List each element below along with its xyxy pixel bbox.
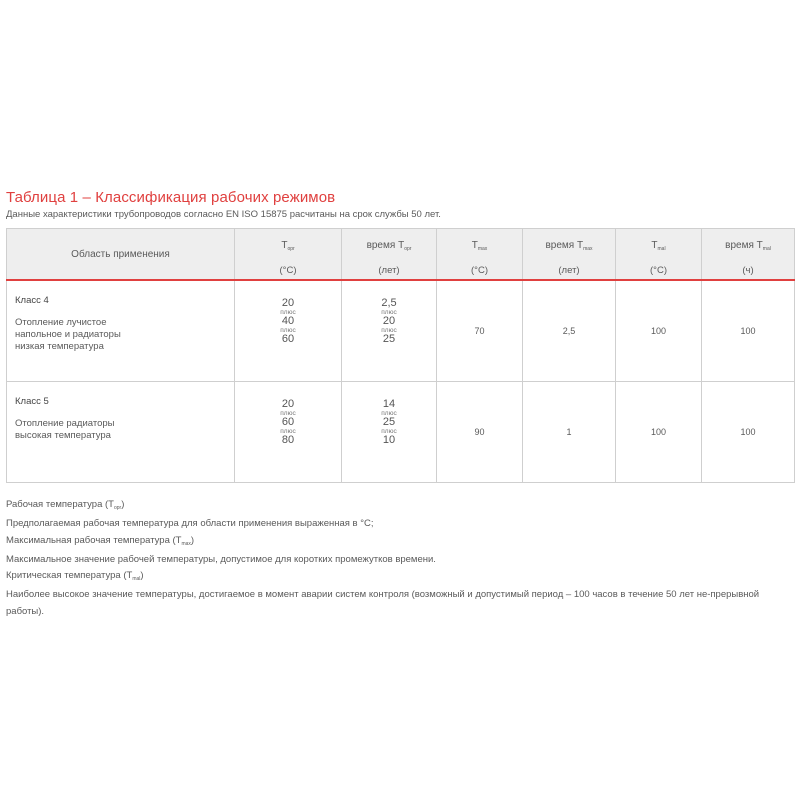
table-subtitle: Данные характеристики трубопроводов согласно EN ISO 15875 расчитаны на срок службы 50 лет. xyxy=(6,209,441,220)
t-mal-cell: 100 xyxy=(616,280,702,382)
header-t-mal: $T_{mal}$ (°C) xyxy=(616,229,702,281)
note-term: Максимальная рабочая температура $(T_{max})$ xyxy=(6,534,195,547)
time-t-opr-cell: 14 плюс 25 плюс 10 xyxy=(342,382,437,483)
table-row xyxy=(7,280,795,382)
header-area: Область применения xyxy=(7,229,235,281)
note-definition: Наиболее высокое значение температуры, достигаемое в момент аварии систем контроля (возможный и допустимый период – 100 часов в течение 50 лет не-прерывной работы). xyxy=(6,589,760,617)
note-definition: Предполагаемая рабочая температура для области применения выраженная в °C; xyxy=(6,518,374,530)
header-t-max: $T_{max}$ (°C) xyxy=(437,229,523,281)
header-time-t-max: время $T_{max}$ (лет) xyxy=(523,229,616,281)
note-term: Рабочая температура $(T_{opr})$ xyxy=(6,499,125,511)
table-row xyxy=(7,382,795,483)
time-t-opr-cell: 2,5 плюс 20 плюс 25 xyxy=(342,280,437,382)
time-t-max-cell: 2,5 xyxy=(523,280,616,382)
t-max-cell: 90 xyxy=(437,382,523,483)
classification-table xyxy=(6,228,795,483)
table-title: Таблица 1 – Классификация рабочих режимов xyxy=(6,189,336,206)
class-cell: Класс 4 Отопление лучистое напольное и радиаторы низкая температура xyxy=(7,280,235,382)
header-time-t-opr: время $T_{opr}$ (лет) xyxy=(342,229,437,281)
note-term: Критическая температура $(T_{mal})$ xyxy=(6,570,144,583)
t-opr-cell: 20 плюс 60 плюс 80 xyxy=(235,382,342,483)
table-header-row xyxy=(7,229,795,281)
header-time-t-mal: время $T_{mal}$ (ч) xyxy=(702,229,795,281)
header-t-opr: $T_{opr}$ (°C) xyxy=(235,229,342,281)
t-mal-cell: 100 xyxy=(616,382,702,483)
class-cell: Класс 5 Отопление радиаторы высокая температура xyxy=(7,382,235,483)
time-t-max-cell: 1 xyxy=(523,382,616,483)
time-t-mal-cell: 100 xyxy=(702,382,795,483)
t-max-cell: 70 xyxy=(437,280,523,382)
time-t-mal-cell: 100 xyxy=(702,280,795,382)
notes xyxy=(6,497,796,620)
note-definition: Максимальное значение рабочей температуры, допустимое для коротких промежутков времени. xyxy=(6,553,436,565)
t-opr-cell: 20 плюс 40 плюс 60 xyxy=(235,280,342,382)
